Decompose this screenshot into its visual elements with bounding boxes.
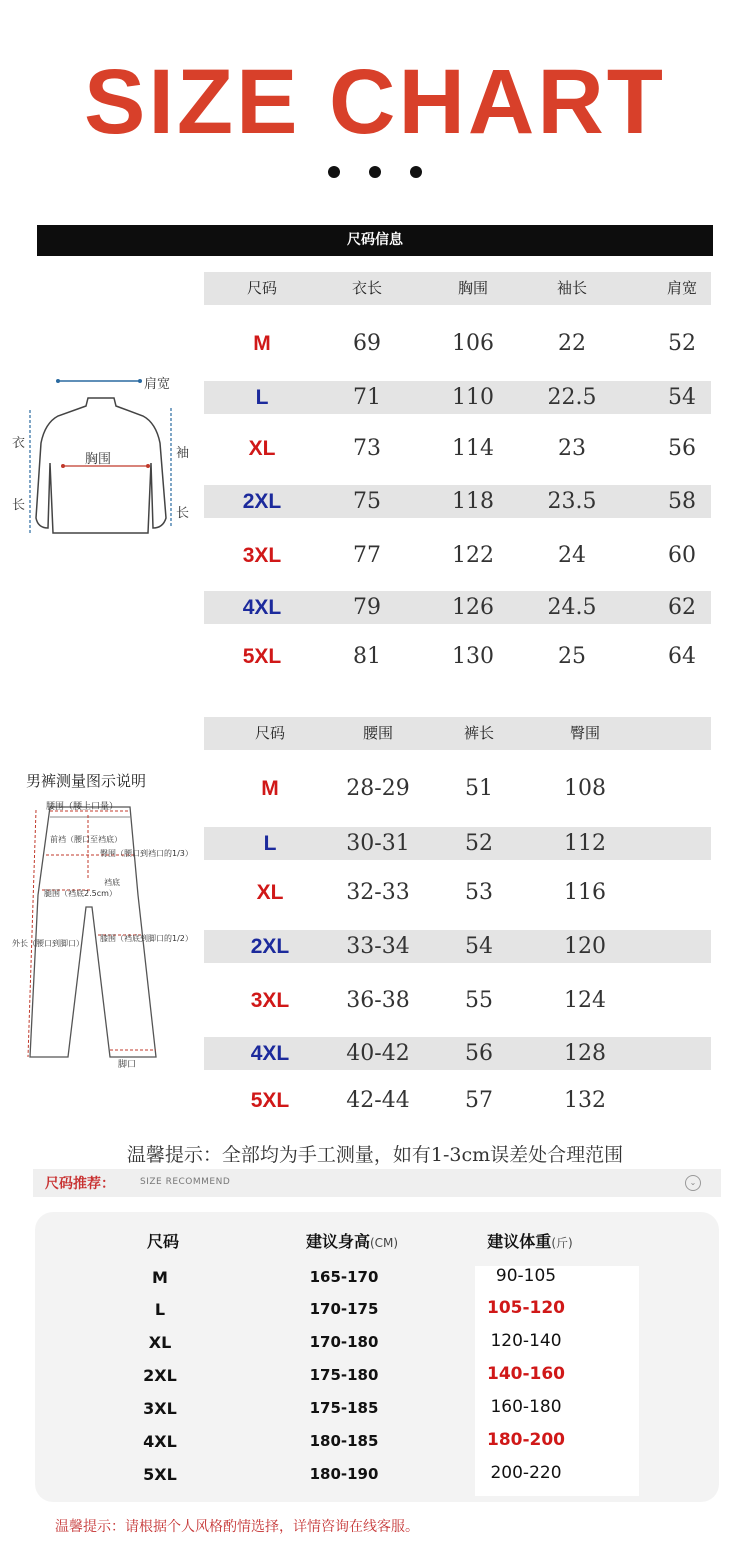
- rec-header-size: 尺码: [146, 1232, 180, 1251]
- column-header: 裤长: [463, 724, 495, 742]
- table-row: [204, 930, 711, 963]
- table-cell: 64: [668, 644, 696, 669]
- size-label: 3XL: [242, 544, 282, 567]
- table-row: [204, 772, 711, 805]
- table-cell: 56: [465, 1041, 493, 1066]
- table-row: [204, 432, 711, 465]
- table-cell: 30-31: [346, 831, 410, 856]
- dot-icon: [410, 166, 422, 178]
- table-cell: 108: [564, 776, 606, 801]
- table-cell: 36-38: [346, 988, 410, 1013]
- rec-height: 175-180: [309, 1366, 379, 1384]
- waist-label: 腰围（腰上口量）: [46, 802, 119, 812]
- table-cell: 54: [465, 934, 493, 959]
- rec-height: 170-175: [309, 1300, 379, 1318]
- table-cell: 24: [558, 543, 586, 568]
- table-cell: 56: [668, 436, 696, 461]
- section-bar: 尺码信息: [37, 225, 713, 256]
- size-label: 3XL: [250, 989, 290, 1012]
- table-cell: 60: [668, 543, 696, 568]
- table-cell: 55: [465, 988, 493, 1013]
- table-row: [204, 591, 711, 624]
- rec-height: 165-170: [309, 1268, 379, 1286]
- table-cell: 124: [564, 988, 606, 1013]
- table-cell: 71: [353, 385, 381, 410]
- size-label: L: [263, 832, 277, 855]
- table-cell: 22: [558, 331, 586, 356]
- table-cell: 77: [353, 543, 381, 568]
- table-cell: 53: [465, 880, 493, 905]
- recommend-bar: [33, 1169, 721, 1197]
- table-cell: 51: [465, 776, 493, 801]
- sleeve-label-bottom: 长: [176, 506, 190, 521]
- table-cell: 23.5: [547, 489, 597, 514]
- table-cell: 73: [353, 436, 381, 461]
- table-cell: 42-44: [346, 1088, 410, 1113]
- size-label: M: [253, 332, 271, 355]
- table-cell: 126: [452, 595, 494, 620]
- length-label-bottom: 长: [12, 498, 26, 513]
- table-row: [204, 984, 711, 1017]
- rec-height: 175-185: [309, 1399, 379, 1417]
- rec-height: 180-185: [309, 1432, 379, 1450]
- hem-label: 脚口: [118, 1060, 137, 1070]
- column-header: 衣长: [351, 279, 383, 297]
- dot-icon: [328, 166, 340, 178]
- table-row: [204, 1084, 711, 1117]
- page-title: SIZE CHART: [84, 51, 666, 153]
- size-label: 5XL: [250, 1089, 290, 1112]
- size-label: L: [255, 386, 269, 409]
- rec-header-weight: 建议体重(斤): [487, 1232, 573, 1251]
- rec-weight: 105-120: [486, 1298, 566, 1318]
- rec-size: XL: [148, 1333, 172, 1352]
- table-row: [204, 827, 711, 860]
- size-label: 4XL: [250, 1042, 290, 1065]
- rec-weight: 180-200: [486, 1430, 566, 1450]
- table-cell: 114: [452, 436, 494, 461]
- shoulder-label: 肩宽: [144, 377, 171, 392]
- rec-weight: 200-220: [490, 1463, 562, 1483]
- knee-label: 膝围（裆底到脚口的1/2）: [100, 934, 193, 943]
- table-cell: 52: [465, 831, 493, 856]
- table-cell: 116: [564, 880, 606, 905]
- table-cell: 40-42: [346, 1041, 410, 1066]
- table-row: [204, 640, 711, 673]
- table-cell: 79: [353, 595, 381, 620]
- top-table-header: [204, 272, 711, 305]
- rec-size: 2XL: [143, 1366, 177, 1385]
- table-cell: 112: [564, 831, 606, 856]
- size-label: XL: [256, 881, 284, 904]
- table-cell: 58: [668, 489, 696, 514]
- table-cell: 106: [452, 331, 494, 356]
- table-cell: 33-34: [346, 934, 410, 959]
- table-row: [204, 485, 711, 518]
- column-header: 肩宽: [666, 279, 698, 297]
- front-rise-label: 前裆（腰口至裆底）: [50, 835, 122, 844]
- table-cell: 62: [668, 595, 696, 620]
- size-label: 4XL: [242, 596, 282, 619]
- column-header: 袖长: [556, 279, 588, 297]
- size-label: 2XL: [242, 490, 282, 513]
- dot-icon: [369, 166, 381, 178]
- table-cell: 120: [564, 934, 606, 959]
- recommend-title: 尺码推荐：: [45, 1176, 115, 1192]
- rec-weight: 90-105: [495, 1266, 557, 1286]
- crotch-label: 裆底: [104, 878, 120, 887]
- table-cell: 81: [353, 644, 381, 669]
- table-row: [204, 381, 711, 414]
- table-cell: 130: [452, 644, 494, 669]
- table-row: [204, 876, 711, 909]
- column-header: 臀围: [569, 724, 601, 742]
- rec-size: M: [152, 1268, 168, 1287]
- table-cell: 110: [452, 385, 494, 410]
- rec-size: 4XL: [143, 1432, 177, 1451]
- column-header: 胸围: [457, 279, 489, 297]
- chevron-down-icon[interactable]: ⌄: [685, 1175, 701, 1191]
- decorative-dots: [0, 166, 750, 178]
- recommend-subtitle: SIZE RECOMMEND: [140, 1177, 231, 1187]
- size-label: M: [261, 777, 279, 800]
- table-cell: 57: [465, 1088, 493, 1113]
- pants-diagram-title: 男裤测量图示说明: [26, 772, 147, 790]
- table-cell: 122: [452, 543, 494, 568]
- size-label: XL: [248, 437, 276, 460]
- table-cell: 118: [452, 489, 494, 514]
- table-cell: 22.5: [547, 385, 597, 410]
- table-cell: 23: [558, 436, 586, 461]
- rec-height: 170-180: [309, 1333, 379, 1351]
- table-cell: 32-33: [346, 880, 410, 905]
- rec-header-height: 建议身高(CM): [305, 1232, 399, 1251]
- thigh-label: 腿围（裆底2.5cm）: [44, 889, 117, 898]
- chest-label: 胸围: [85, 452, 112, 467]
- table-cell: 28-29: [346, 776, 410, 801]
- sleeve-label-top: 袖: [176, 446, 190, 461]
- table-cell: 54: [668, 385, 696, 410]
- table-cell: 25: [558, 644, 586, 669]
- table-cell: 75: [353, 489, 381, 514]
- footer-tip: 温馨提示：请根据个人风格酌情选择，详情咨询在线客服。: [55, 1519, 419, 1535]
- rec-size: L: [154, 1300, 166, 1319]
- rec-weight: 120-140: [490, 1331, 562, 1351]
- outseam-label: 外长（腰口到脚口）: [12, 939, 84, 948]
- table-cell: 24.5: [547, 595, 597, 620]
- rec-size: 3XL: [143, 1399, 177, 1418]
- hip-label: 臀围（腰口到裆口的1/3）: [100, 849, 193, 858]
- table-cell: 52: [668, 331, 696, 356]
- rec-weight: 140-160: [486, 1364, 566, 1384]
- size-label: 5XL: [242, 645, 282, 668]
- column-header: 腰围: [362, 724, 394, 742]
- size-label: 2XL: [250, 935, 290, 958]
- measurement-tip: 温馨提示：全部均为手工测量，如有1-3cm误差处合理范围: [126, 1144, 624, 1166]
- bottom-table-header: [204, 717, 711, 750]
- length-label-top: 衣: [12, 436, 26, 451]
- table-row: [204, 539, 711, 572]
- rec-weight: 160-180: [490, 1397, 562, 1417]
- column-header: 尺码: [246, 279, 278, 297]
- table-cell: 69: [353, 331, 381, 356]
- table-row: [204, 327, 711, 360]
- table-cell: 128: [564, 1041, 606, 1066]
- column-header: 尺码: [254, 724, 286, 742]
- rec-size: 5XL: [143, 1465, 177, 1484]
- table-cell: 132: [564, 1088, 606, 1113]
- rec-height: 180-190: [309, 1465, 379, 1483]
- table-row: [204, 1037, 711, 1070]
